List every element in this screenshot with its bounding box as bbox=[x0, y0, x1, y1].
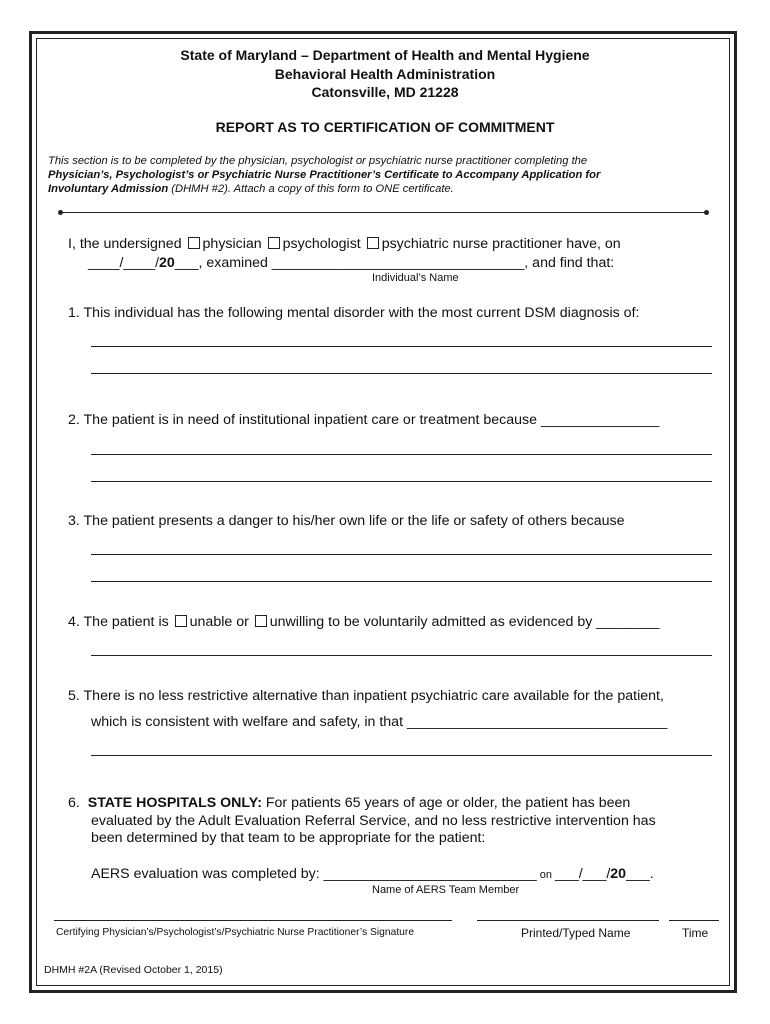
item-2-text: 2. The patient is in need of institutional inpatient care or treatment because _______________ bbox=[68, 412, 660, 428]
individual-name-caption: Individual’s Name bbox=[372, 272, 459, 284]
intro-certificate-name-end: Involuntary Admission bbox=[48, 183, 169, 195]
certify-lead: I, the undersigned bbox=[68, 236, 182, 252]
time-line[interactable] bbox=[669, 920, 719, 921]
item-6-line-1-rest: For patients 65 years of age or older, the patient has been bbox=[261, 795, 631, 811]
header-agency: State of Maryland – Department of Health and Mental Hygiene bbox=[180, 47, 590, 63]
item-5-line-2: which is consistent with welfare and safety, in that _________________________________ bbox=[91, 714, 668, 730]
unable-label: unable or bbox=[189, 614, 249, 630]
unwilling-label: unwilling to be voluntarily admitted as evidenced by ________ bbox=[269, 614, 660, 630]
aers-year-field[interactable]: ___. bbox=[626, 866, 654, 882]
intro-line-1: This section is to be completed by the physician, psychologist or psychiatric nurse practitioner completing the bbox=[48, 155, 588, 167]
form-title: REPORT AS TO CERTIFICATION OF COMMITMENT bbox=[215, 119, 555, 135]
intro-instruction: (DHMH #2). Attach a copy of this form to ONE certificate. bbox=[168, 183, 454, 195]
item-5-answer-line[interactable] bbox=[91, 755, 712, 756]
unwilling-checkbox[interactable] bbox=[255, 615, 267, 627]
item-4-answer-line[interactable] bbox=[91, 655, 712, 656]
psychologist-label: psychologist bbox=[282, 236, 361, 252]
psychologist-checkbox[interactable] bbox=[268, 237, 280, 249]
divider-dot-right bbox=[704, 210, 709, 215]
item-6-line-2: evaluated by the Adult Evaluation Referral Service, and no less restrictive intervention has bbox=[91, 813, 656, 829]
physician-checkbox[interactable] bbox=[188, 237, 200, 249]
signature-line[interactable] bbox=[54, 920, 452, 921]
aers-member-caption: Name of AERS Team Member bbox=[372, 884, 520, 896]
aers-on-label: on bbox=[536, 869, 556, 881]
certify-line-1 bbox=[68, 236, 621, 252]
individual-name-field[interactable]: ___, examined ________________________________, and find that: bbox=[174, 255, 615, 271]
aers-line bbox=[91, 866, 654, 882]
item-4-lead: 4. The patient is bbox=[68, 614, 169, 630]
item-1-answer-line-2[interactable] bbox=[91, 373, 712, 374]
printed-name-line[interactable] bbox=[477, 920, 659, 921]
item-3-answer-line-2[interactable] bbox=[91, 581, 712, 582]
item-6-line-1 bbox=[68, 795, 630, 811]
intro-certificate-name: Physician’s, Psychologist’s or Psychiatric Nurse Practitioner’s Certificate to Accompany Application for bbox=[48, 169, 601, 181]
nurse-practitioner-checkbox[interactable] bbox=[367, 237, 379, 249]
state-hospitals-label: STATE HOSPITALS ONLY: bbox=[87, 795, 262, 811]
item-1-text: 1. This individual has the following mental disorder with the most current DSM diagnosis of: bbox=[68, 305, 640, 321]
item-6-number: 6. bbox=[68, 795, 80, 811]
intro-line-3 bbox=[48, 183, 454, 195]
header-administration: Behavioral Health Administration bbox=[274, 66, 496, 82]
aers-member-field[interactable]: AERS evaluation was completed by: ___________________________ bbox=[91, 866, 537, 882]
form-id: DHMH #2A (Revised October 1, 2015) bbox=[44, 964, 223, 976]
item-3-text: 3. The patient presents a danger to his/her own life or the life or safety of others because bbox=[68, 513, 625, 529]
time-caption: Time bbox=[682, 926, 709, 940]
printed-name-caption: Printed/Typed Name bbox=[521, 926, 631, 940]
physician-label: physician bbox=[202, 236, 262, 252]
nurse-practitioner-label: psychiatric nurse practitioner have, on bbox=[381, 236, 621, 252]
item-6-line-3: been determined by that team to be appropriate for the patient: bbox=[91, 830, 486, 846]
unable-checkbox[interactable] bbox=[175, 615, 187, 627]
exam-year-prefix: 20 bbox=[159, 255, 175, 271]
item-2-answer-line-2[interactable] bbox=[91, 481, 712, 482]
item-1-answer-line-1[interactable] bbox=[91, 346, 712, 347]
certify-line-2[interactable] bbox=[88, 255, 614, 271]
item-5-line-1: 5. There is no less restrictive alternative than inpatient psychiatric care available for the patient, bbox=[68, 688, 664, 704]
aers-date-field[interactable]: ___/___/ bbox=[555, 866, 611, 882]
intro-line-2 bbox=[48, 169, 600, 181]
divider-line bbox=[61, 212, 706, 213]
header-address: Catonsville, MD 21228 bbox=[311, 84, 459, 100]
item-2-answer-line-1[interactable] bbox=[91, 454, 712, 455]
signature-caption: Certifying Physician’s/Psychologist’s/Psychiatric Nurse Practitioner’s Signature bbox=[56, 927, 415, 938]
item-3-answer-line-1[interactable] bbox=[91, 554, 712, 555]
item-4-text bbox=[68, 614, 659, 630]
exam-date-field[interactable]: ____/____/ bbox=[88, 255, 160, 271]
aers-year-prefix: 20 bbox=[610, 866, 627, 882]
